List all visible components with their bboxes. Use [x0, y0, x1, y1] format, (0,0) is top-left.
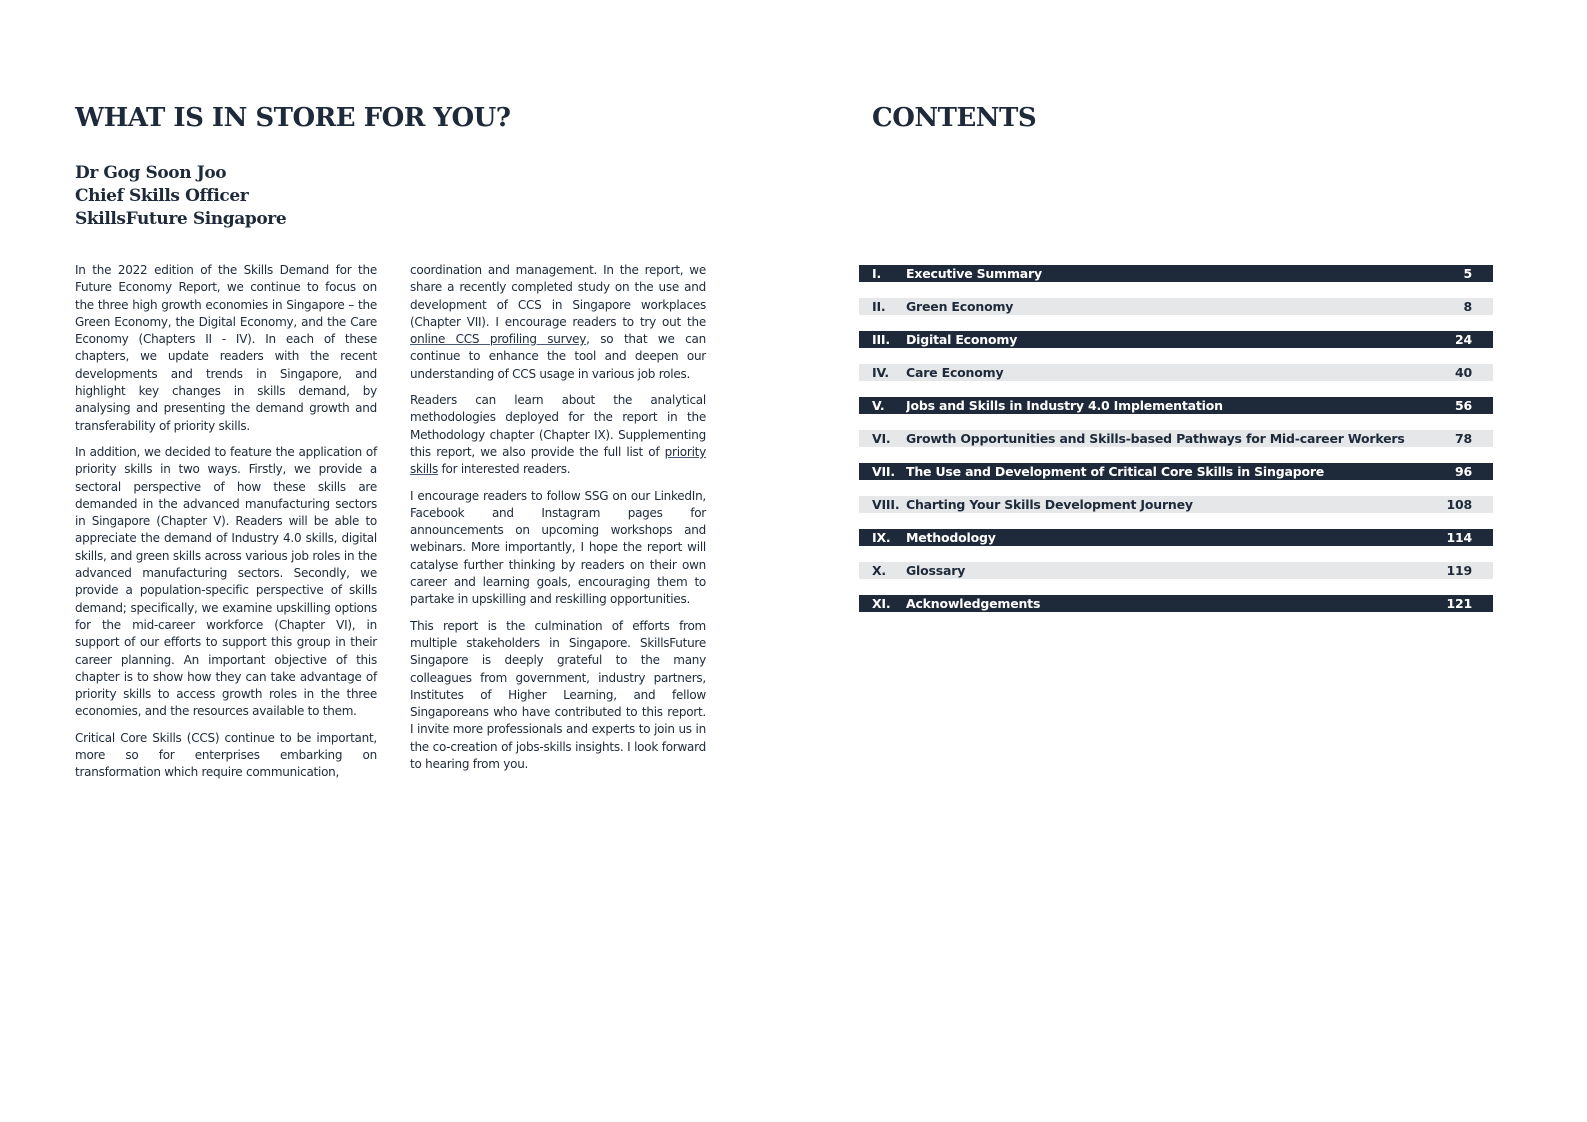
author-org: SkillsFuture Singapore	[75, 209, 287, 229]
paragraph: This report is the culmination of efforts from multiple stakeholders in Singapore. SkillsFuture Singapore is deeply grateful to the many colleagues from government, industry partners, Institutes of Higher Learning, and fellow Singaporeans who have contributed to this report. I invite more professionals and experts to join us in the co-creation of jobs-skills insights. I look forward to hearing from you.	[410, 618, 706, 772]
toc-title: Methodology	[906, 530, 996, 545]
toc-number: X.	[872, 563, 886, 578]
author-block	[75, 162, 286, 231]
toc-page-number: 56	[1455, 398, 1472, 413]
toc-row-acknowledgements[interactable]	[859, 595, 1493, 612]
toc-number: VI.	[872, 431, 891, 446]
toc-row-executive-summary[interactable]	[859, 265, 1493, 282]
paragraph: In addition, we decided to feature the application of priority skills in two ways. Firstly, we provide a sectoral perspective of how these skills are demanded in the advanced manufacturing sectors in Singapore (Chapter V). Readers will be able to appreciate the demand of Industry 4.0 skills, digital skills, and green skills across various job roles in the advanced manufacturing sectors. Secondly, we provide a population-specific perspective of skills demand; specifically, we examine upskilling options for the mid-career workforce (Chapter VI), in support of our efforts to support this group in their career planning. An important objective of this chapter is to show how they can take advantage of priority skills to access growth roles in the three economies, and the resources available to them.	[75, 444, 377, 719]
toc-page-number: 78	[1455, 431, 1472, 446]
toc-page-number: 114	[1446, 530, 1472, 545]
toc-page-number: 24	[1455, 332, 1472, 347]
toc-row-skills-development-journey[interactable]	[859, 496, 1493, 513]
toc-row-glossary[interactable]	[859, 562, 1493, 579]
table-of-contents	[859, 265, 1493, 628]
toc-row-industry-4-0[interactable]	[859, 397, 1493, 414]
toc-number: V.	[872, 398, 885, 413]
author-role: Chief Skills Officer	[75, 186, 249, 206]
toc-number: VII.	[872, 464, 895, 479]
paragraph: Critical Core Skills (CCS) continue to be important, more so for enterprises embarking on transformation which require communication,	[75, 730, 377, 780]
toc-page-number: 108	[1446, 497, 1472, 512]
paragraph-text: , so that we can continue to enhance the tool and deepen our understanding of CCS usage in various job roles.	[410, 332, 706, 381]
toc-number: III.	[872, 332, 890, 347]
toc-page-number: 121	[1446, 596, 1472, 611]
toc-title: Glossary	[906, 563, 966, 578]
toc-title: Growth Opportunities and Skills-based Pathways for Mid-career Workers	[906, 431, 1405, 446]
right-page	[793, 0, 1587, 1122]
toc-number: VIII.	[872, 497, 900, 512]
paragraph-text: Readers can learn about the analytical methodologies deployed for the report in the Methodology chapter (Chapter IX). Supplementing this report, we also provide the full list of	[410, 393, 706, 459]
toc-number: XI.	[872, 596, 891, 611]
toc-row-critical-core-skills[interactable]	[859, 463, 1493, 480]
contents-title: CONTENTS	[872, 103, 1037, 133]
text-column-1	[75, 262, 377, 791]
toc-title: Charting Your Skills Development Journey	[906, 497, 1193, 512]
left-page	[0, 0, 793, 1122]
toc-title: Digital Economy	[906, 332, 1018, 347]
toc-title: Executive Summary	[906, 266, 1042, 281]
toc-title: Acknowledgements	[906, 596, 1041, 611]
toc-title: The Use and Development of Critical Core Skills in Singapore	[906, 464, 1325, 479]
paragraph-text: for interested readers.	[437, 462, 571, 477]
ccs-profiling-survey-link[interactable]: online CCS profiling survey	[410, 332, 587, 347]
paragraph: I encourage readers to follow SSG on our LinkedIn, Facebook and Instagram pages for announcements on upcoming workshops and webinars. More importantly, I hope the report will catalyse further thinking by readers on their own career and learning goals, encouraging them to partake in upskilling and reskilling opportunities.	[410, 488, 706, 607]
toc-row-green-economy[interactable]	[859, 298, 1493, 315]
page-title: WHAT IS IN STORE FOR YOU?	[75, 103, 511, 133]
paragraph	[410, 262, 706, 383]
toc-page-number: 40	[1455, 365, 1472, 380]
toc-row-methodology[interactable]	[859, 529, 1493, 546]
toc-title: Green Economy	[906, 299, 1014, 314]
toc-number: I.	[872, 266, 881, 281]
author-name: Dr Gog Soon Joo	[75, 163, 227, 183]
toc-number: IX.	[872, 530, 891, 545]
toc-row-digital-economy[interactable]	[859, 331, 1493, 348]
paragraph-text: coordination and management. In the report, we share a recently completed study on the use and development of CCS in Singapore workplaces (Chapter VII). I encourage readers to try out the	[410, 263, 706, 329]
toc-page-number: 96	[1455, 464, 1472, 479]
toc-number: II.	[872, 299, 886, 314]
toc-page-number: 8	[1463, 299, 1472, 314]
toc-row-mid-career-workers[interactable]	[859, 430, 1493, 447]
toc-page-number: 119	[1446, 563, 1472, 578]
toc-title: Jobs and Skills in Industry 4.0 Implementation	[906, 398, 1223, 413]
paragraph	[410, 392, 706, 478]
toc-title: Care Economy	[906, 365, 1004, 380]
toc-row-care-economy[interactable]	[859, 364, 1493, 381]
text-column-2	[410, 262, 706, 782]
toc-page-number: 5	[1463, 266, 1472, 281]
paragraph: In the 2022 edition of the Skills Demand for the Future Economy Report, we continue to focus on the three high growth economies in Singapore – the Green Economy, the Digital Economy, and the Care Economy (Chapters II - IV). In each of these chapters, we update readers with the recent developments and trends in Singapore, and highlight key changes in skills demand, by analysing and presenting the demand growth and transferability of priority skills.	[75, 263, 377, 433]
priority-skills-link[interactable]: priority skills	[410, 444, 706, 477]
toc-number: IV.	[872, 365, 889, 380]
